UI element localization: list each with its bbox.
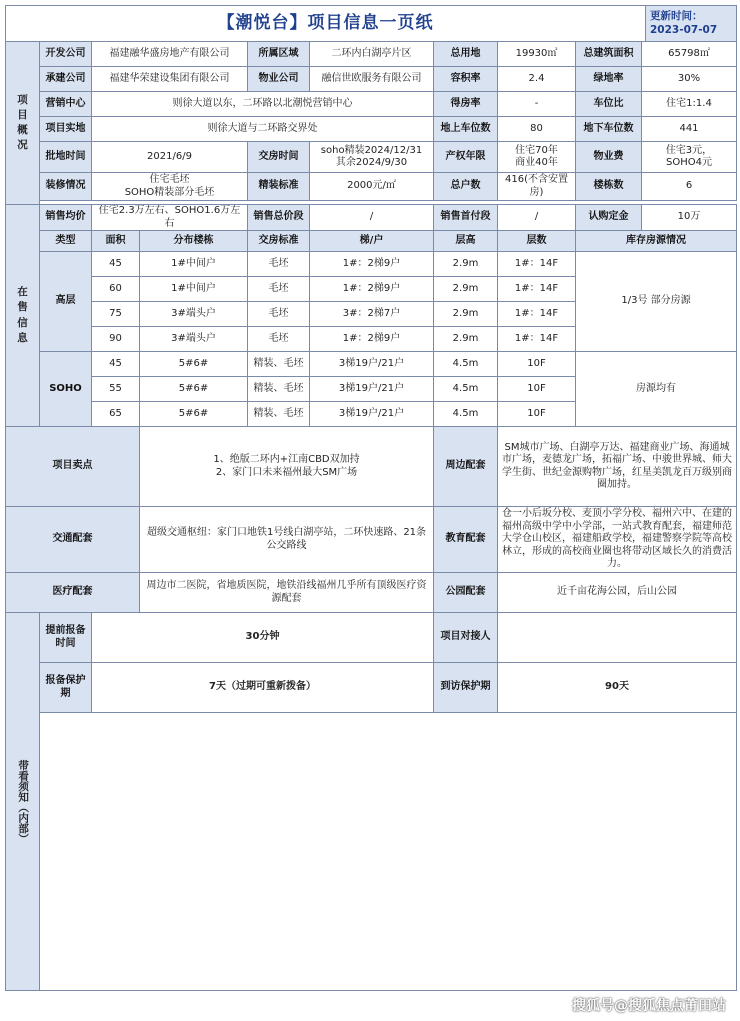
protect-label: 报备保护期 bbox=[40, 663, 92, 713]
floors-cell: 1#：14F bbox=[498, 302, 576, 327]
building-cell: 3#端头户 bbox=[140, 327, 248, 352]
deposit-label: 认购定金 bbox=[576, 205, 642, 231]
site-label: 项目实地 bbox=[40, 117, 92, 142]
elevator-cell: 1#：2梯9户 bbox=[310, 327, 434, 352]
developer-value: 福建融华盛房地产有限公司 bbox=[92, 42, 248, 67]
surrounding-value: SM城市广场、白湖亭万达、福建商业广场、海通城市广场，麦德龙广场，拓福广场、中骏世界城、师大学生街、世纪金源购物广场，红星美凯龙百万级别商圈加持。 bbox=[498, 427, 737, 507]
standard-cell: 毛坯 bbox=[248, 327, 310, 352]
floors-cell: 10F bbox=[498, 352, 576, 377]
page-title: 【潮悦台】项目信息一页纸 bbox=[6, 6, 646, 42]
height-cell: 4.5m bbox=[434, 402, 498, 427]
on-sale-section-label: 在 售 信 息 bbox=[6, 205, 40, 427]
building-cell: 3#端头户 bbox=[140, 302, 248, 327]
floors-cell: 1#：14F bbox=[498, 252, 576, 277]
floors-cell: 1#：14F bbox=[498, 277, 576, 302]
floors-cell: 10F bbox=[498, 377, 576, 402]
tenure-label: 产权年限 bbox=[434, 142, 498, 173]
medical-value: 周边市二医院，省地质医院，地铁沿线福州几乎所有顶级医疗资源配套 bbox=[140, 573, 434, 613]
down-payment-value: / bbox=[498, 205, 576, 231]
protect-value: 7天（过期可重新拨备） bbox=[92, 663, 434, 713]
building-cell: 5#6# bbox=[140, 377, 248, 402]
park-value: 近千亩花海公园，后山公园 bbox=[498, 573, 737, 613]
elevator-cell: 3梯19户/21户 bbox=[310, 402, 434, 427]
floors-cell: 10F bbox=[498, 402, 576, 427]
standard-cell: 精装、毛坯 bbox=[248, 352, 310, 377]
selling-points-label: 项目卖点 bbox=[6, 427, 140, 507]
height-cell: 4.5m bbox=[434, 377, 498, 402]
land-label: 总用地 bbox=[434, 42, 498, 67]
parking-ratio-label: 车位比 bbox=[576, 92, 642, 117]
above-parking-value: 80 bbox=[498, 117, 576, 142]
col-floors: 层数 bbox=[498, 231, 576, 252]
floors-cell: 1#：14F bbox=[498, 327, 576, 352]
area-cell: 60 bbox=[92, 277, 140, 302]
green-value: 30% bbox=[642, 67, 737, 92]
standard-cell: 毛坯 bbox=[248, 252, 310, 277]
building-cell: 5#6# bbox=[140, 402, 248, 427]
property-label: 物业公司 bbox=[248, 67, 310, 92]
total-price-value: / bbox=[310, 205, 434, 231]
surrounding-label: 周边配套 bbox=[434, 427, 498, 507]
building-cell: 1#中间户 bbox=[140, 252, 248, 277]
area-label: 所属区域 bbox=[248, 42, 310, 67]
col-elevator: 梯/户 bbox=[310, 231, 434, 252]
approval-label: 批地时间 bbox=[40, 142, 92, 173]
col-stock: 库存房源情况 bbox=[576, 231, 737, 252]
fitout-value: 2000元/㎡ bbox=[310, 173, 434, 201]
selling-points-value: 1、绝版二环内+江南CBD双加持 2、家门口未来福州最大SM广场 bbox=[140, 427, 434, 507]
title-table bbox=[5, 5, 737, 42]
visit-label: 到访保护期 bbox=[434, 663, 498, 713]
fitout-label: 精装标准 bbox=[248, 173, 310, 201]
area-cell: 75 bbox=[92, 302, 140, 327]
builder-value: 福建华荣建设集团有限公司 bbox=[92, 67, 248, 92]
elevator-cell: 3梯19户/21户 bbox=[310, 352, 434, 377]
occupancy-value: - bbox=[498, 92, 576, 117]
advance-label: 提前报备时间 bbox=[40, 613, 92, 663]
soho-stock: 房源均有 bbox=[576, 352, 737, 427]
delivery-label: 交房时间 bbox=[248, 142, 310, 173]
notes-blank-area bbox=[40, 713, 737, 991]
height-cell: 4.5m bbox=[434, 352, 498, 377]
area-cell: 45 bbox=[92, 352, 140, 377]
units-value: 416(不含安置房) bbox=[498, 173, 576, 201]
sales-center-label: 营销中心 bbox=[40, 92, 92, 117]
decoration-value: 住宅毛坯 SOHO精装部分毛坯 bbox=[92, 173, 248, 201]
down-payment-label: 销售首付段 bbox=[434, 205, 498, 231]
elevator-cell: 3#：2梯7户 bbox=[310, 302, 434, 327]
overview-section-label: 项 目 概 况 bbox=[6, 42, 40, 205]
area-cell: 90 bbox=[92, 327, 140, 352]
fee-label: 物业费 bbox=[576, 142, 642, 173]
delivery-value: soho精装2024/12/31 其余2024/9/30 bbox=[310, 142, 434, 173]
height-cell: 2.9m bbox=[434, 302, 498, 327]
table-row bbox=[6, 352, 737, 377]
avg-price-value: 住宅2.3万左右、SOHO1.6万左右 bbox=[92, 205, 248, 231]
update-time bbox=[646, 6, 737, 42]
occupancy-label: 得房率 bbox=[434, 92, 498, 117]
far-value: 2.4 bbox=[498, 67, 576, 92]
education-value: 仓一小后坂分校、麦顶小学分校、福州六中、在建的福州高级中学中小学部，一站式教育配套，福建师范大学仓山校区，福建船政学校，福建警察学院等高校林立，形成的高校商业圈也将带动区域长久的消费活力。 bbox=[498, 507, 737, 573]
land-value: 19930㎡ bbox=[498, 42, 576, 67]
highrise-label: 高层 bbox=[40, 252, 92, 352]
approval-value: 2021/6/9 bbox=[92, 142, 248, 173]
builder-label: 承建公司 bbox=[40, 67, 92, 92]
deposit-value: 10万 bbox=[642, 205, 737, 231]
buildings-label: 楼栋数 bbox=[576, 173, 642, 201]
col-building: 分布楼栋 bbox=[140, 231, 248, 252]
traffic-label: 交通配套 bbox=[6, 507, 140, 573]
avg-price-label: 销售均价 bbox=[40, 205, 92, 231]
far-label: 容积率 bbox=[434, 67, 498, 92]
developer-label: 开发公司 bbox=[40, 42, 92, 67]
park-label: 公园配套 bbox=[434, 573, 498, 613]
standard-cell: 毛坯 bbox=[248, 302, 310, 327]
building-cell: 1#中间户 bbox=[140, 277, 248, 302]
area-cell: 45 bbox=[92, 252, 140, 277]
highrise-stock: 1/3号 部分房源 bbox=[576, 252, 737, 352]
height-cell: 2.9m bbox=[434, 252, 498, 277]
parking-ratio-value: 住宅1:1.4 bbox=[642, 92, 737, 117]
update-date: 2023-07-07 bbox=[650, 23, 718, 36]
tenure-value: 住宅70年 商业40年 bbox=[498, 142, 576, 173]
col-area: 面积 bbox=[92, 231, 140, 252]
traffic-value: 超级交通枢纽：家门口地铁1号线白湖亭站，二环快速路、21条公交路线 bbox=[140, 507, 434, 573]
elevator-cell: 1#：2梯9户 bbox=[310, 252, 434, 277]
col-type: 类型 bbox=[40, 231, 92, 252]
above-parking-label: 地上车位数 bbox=[434, 117, 498, 142]
elevator-cell: 1#：2梯9户 bbox=[310, 277, 434, 302]
under-parking-label: 地下车位数 bbox=[576, 117, 642, 142]
area-value: 二环内白湖亭片区 bbox=[310, 42, 434, 67]
education-label: 教育配套 bbox=[434, 507, 498, 573]
buildings-value: 6 bbox=[642, 173, 737, 201]
contact-value bbox=[498, 613, 737, 663]
col-height: 层高 bbox=[434, 231, 498, 252]
total-price-label: 销售总价段 bbox=[248, 205, 310, 231]
units-label: 总户数 bbox=[434, 173, 498, 201]
update-label: 更新时间： bbox=[650, 9, 703, 22]
height-cell: 2.9m bbox=[434, 277, 498, 302]
building-cell: 5#6# bbox=[140, 352, 248, 377]
elevator-cell: 3梯19户/21户 bbox=[310, 377, 434, 402]
green-label: 绿地率 bbox=[576, 67, 642, 92]
info-table bbox=[5, 41, 737, 991]
standard-cell: 精装、毛坯 bbox=[248, 377, 310, 402]
standard-cell: 毛坯 bbox=[248, 277, 310, 302]
decoration-label: 装修情况 bbox=[40, 173, 92, 201]
height-cell: 2.9m bbox=[434, 327, 498, 352]
sales-center-value: 则徐大道以东，二环路以北潮悦营销中心 bbox=[92, 92, 434, 117]
advance-value: 30分钟 bbox=[92, 613, 434, 663]
table-row bbox=[6, 252, 737, 277]
contact-label: 项目对接人 bbox=[434, 613, 498, 663]
gfa-label: 总建筑面积 bbox=[576, 42, 642, 67]
site-value: 则徐大道与二环路交界处 bbox=[92, 117, 434, 142]
area-cell: 65 bbox=[92, 402, 140, 427]
fee-value: 住宅3元， SOHO4元 bbox=[642, 142, 737, 173]
under-parking-value: 441 bbox=[642, 117, 737, 142]
area-cell: 55 bbox=[92, 377, 140, 402]
col-standard: 交房标准 bbox=[248, 231, 310, 252]
standard-cell: 精装、毛坯 bbox=[248, 402, 310, 427]
soho-label: SOHO bbox=[40, 352, 92, 427]
medical-label: 医疗配套 bbox=[6, 573, 140, 613]
viewing-section-label: 带看须知（内部） bbox=[6, 613, 40, 991]
visit-value: 90天 bbox=[498, 663, 737, 713]
property-value: 融信世欧服务有限公司 bbox=[310, 67, 434, 92]
watermark-text: 搜狐号@搜狐焦点莆田站 bbox=[572, 998, 726, 1014]
gfa-value: 65798㎡ bbox=[642, 42, 737, 67]
